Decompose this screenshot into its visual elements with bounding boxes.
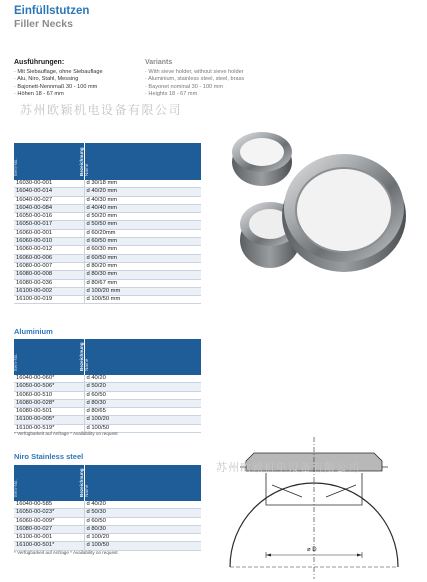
aluminium-table bbox=[14, 375, 201, 433]
feature-item: · Heights 18 - 67 mm bbox=[145, 91, 244, 98]
table-row bbox=[14, 279, 201, 287]
table-row bbox=[14, 271, 201, 279]
table-row bbox=[14, 196, 201, 204]
article-number-cell: 16080-00-036 bbox=[14, 279, 84, 287]
small-ring-back bbox=[232, 132, 292, 186]
features-heading-en: Variants bbox=[145, 59, 173, 66]
description-cell: d 80/65 bbox=[84, 408, 201, 416]
description-cell: d 100/20 mm bbox=[84, 287, 201, 295]
table-row bbox=[14, 238, 201, 246]
desc-header-de: Bezeichnung bbox=[78, 342, 84, 371]
description-cell: d 60/50 bbox=[84, 391, 201, 399]
article-header-de: Artikel-Nr. bbox=[8, 475, 13, 497]
description-column-header bbox=[78, 143, 201, 180]
table-row bbox=[14, 509, 201, 517]
description-cell: d 100/20 bbox=[84, 416, 201, 424]
table-row bbox=[14, 254, 201, 262]
aluminium-availability-note: * Verfügbarkeit auf Anfrage * Availability on request bbox=[14, 431, 118, 436]
stainless-table-header bbox=[8, 465, 201, 501]
description-column-header bbox=[78, 339, 201, 375]
filler-necks-photo bbox=[212, 128, 417, 278]
feature-item: · Bayonet nominal 30 - 100 mm bbox=[145, 84, 244, 91]
desc-header-en: Name bbox=[83, 358, 89, 371]
article-number-cell: 16060-00-009* bbox=[14, 517, 84, 525]
article-number-cell: 16080-00-028* bbox=[14, 399, 84, 407]
description-cell: d 100/50 bbox=[84, 424, 201, 432]
table-row bbox=[14, 416, 201, 424]
table-row bbox=[14, 262, 201, 270]
article-number-cell: 16050-00-506* bbox=[14, 383, 84, 391]
feature-item: · Alu, Niro, Stahl, Messing bbox=[14, 76, 103, 83]
feature-item: · Mit Siebauflage, ohne Siebauflage bbox=[14, 69, 103, 76]
page-title: Einfüllstutzen bbox=[14, 5, 90, 17]
table-row bbox=[14, 391, 201, 399]
article-header-en: Item-No. bbox=[13, 479, 18, 497]
article-number-cell: 16080-00-501 bbox=[14, 408, 84, 416]
table-row bbox=[14, 517, 201, 525]
feature-item: · With sieve holder, without sieve holder bbox=[145, 69, 244, 76]
article-column-header bbox=[8, 339, 85, 375]
article-header-de: Artikel-Nr. bbox=[8, 154, 13, 176]
description-cell: d 80/30 bbox=[84, 399, 201, 407]
steel-table bbox=[14, 180, 201, 304]
article-number-cell: 16060-00-006 bbox=[14, 254, 84, 262]
table-row bbox=[14, 399, 201, 407]
stainless-table bbox=[14, 501, 201, 551]
article-number-cell: 16050-00-017 bbox=[14, 221, 84, 229]
description-cell: d 100/20 bbox=[84, 534, 201, 542]
table-row bbox=[14, 229, 201, 237]
table-row bbox=[14, 296, 201, 304]
description-cell: d 40/20 bbox=[84, 501, 201, 509]
watermark-text: 苏州欧颖机电设备有限公司 bbox=[20, 103, 183, 117]
table-row bbox=[14, 246, 201, 254]
description-cell: d 50/50 mm bbox=[84, 221, 201, 229]
stainless-heading: Niro Stainless steel bbox=[14, 452, 84, 461]
steel-table-header bbox=[8, 143, 201, 180]
description-cell: d 60/50 bbox=[84, 517, 201, 525]
article-number-cell: 16040-00-060* bbox=[14, 375, 84, 383]
features-list-de bbox=[14, 69, 103, 99]
features-heading-de: Ausführungen: bbox=[14, 59, 65, 66]
article-number-cell: 16080-00-007 bbox=[14, 262, 84, 270]
article-header-de: Artikel-Nr. bbox=[8, 349, 13, 371]
article-header-en: Item-No. bbox=[13, 353, 18, 371]
article-number-cell: 16060-00-010 bbox=[14, 238, 84, 246]
article-number-cell: 16080-00-027 bbox=[14, 525, 84, 533]
description-cell: d 50/20 mm bbox=[84, 213, 201, 221]
feature-item: · Bajonett-Nennmaß 30 - 100 mm bbox=[14, 84, 103, 91]
diameter-label: ⌀ D bbox=[307, 547, 317, 553]
description-cell: d 60/30 mm bbox=[84, 246, 201, 254]
description-cell: d 40/30 mm bbox=[84, 196, 201, 204]
description-cell: d 80/30 mm bbox=[84, 271, 201, 279]
article-column-header bbox=[8, 143, 85, 180]
table-row bbox=[14, 188, 201, 196]
description-column-header bbox=[78, 465, 201, 501]
description-cell: d 50/20 bbox=[84, 383, 201, 391]
description-cell: d 50/30 bbox=[84, 509, 201, 517]
article-number-cell: 16060-00-510 bbox=[14, 391, 84, 399]
article-column-header bbox=[8, 465, 85, 501]
table-row bbox=[14, 180, 201, 188]
article-header-en: Item-No. bbox=[13, 158, 18, 176]
article-number-cell: 16100-00-501* bbox=[14, 542, 84, 550]
article-number-cell: 16040-00-585 bbox=[14, 501, 84, 509]
feature-item: · Höhen 18 - 67 mm bbox=[14, 91, 103, 98]
article-number-cell: 16050-00-023* bbox=[14, 509, 84, 517]
description-cell: d 100/50 mm bbox=[84, 296, 201, 304]
description-cell: d 60/50 mm bbox=[84, 238, 201, 246]
article-number-cell: 16050-00-016 bbox=[14, 213, 84, 221]
article-number-cell: 16100-00-519* bbox=[14, 424, 84, 432]
description-cell: d 60/20mm bbox=[84, 229, 201, 237]
description-cell: d 80/67 mm bbox=[84, 279, 201, 287]
table-row bbox=[14, 534, 201, 542]
article-number-cell: 16080-00-008 bbox=[14, 271, 84, 279]
large-ring bbox=[282, 154, 406, 272]
description-cell: d 80/20 mm bbox=[84, 262, 201, 270]
article-number-cell: 16100-00-019 bbox=[14, 296, 84, 304]
desc-header-en: Name bbox=[83, 484, 89, 497]
article-number-cell: 16100-00-002 bbox=[14, 287, 84, 295]
aluminium-table-header bbox=[8, 339, 201, 375]
desc-header-de: Bezeichnung bbox=[78, 147, 84, 176]
article-number-cell: 16060-00-001 bbox=[14, 229, 84, 237]
table-row bbox=[14, 221, 201, 229]
description-cell: d 40/20 bbox=[84, 375, 201, 383]
filler-neck-technical-drawing bbox=[212, 427, 417, 582]
description-cell: d 40/20 mm bbox=[84, 188, 201, 196]
description-cell: d 40/40 mm bbox=[84, 204, 201, 212]
table-row bbox=[14, 408, 201, 416]
table-row bbox=[14, 213, 201, 221]
features-list-en bbox=[145, 69, 244, 99]
article-number-cell: 16030-00-001 bbox=[14, 180, 84, 188]
table-row bbox=[14, 525, 201, 533]
description-cell: d 80/30 bbox=[84, 525, 201, 533]
table-row bbox=[14, 501, 201, 509]
description-cell: d 60/50 mm bbox=[84, 254, 201, 262]
article-number-cell: 16040-00-027 bbox=[14, 196, 84, 204]
description-cell: d 30/18 mm bbox=[84, 180, 201, 188]
article-number-cell: 16100-00-001 bbox=[14, 534, 84, 542]
desc-header-de: Bezeichnung bbox=[78, 468, 84, 497]
article-number-cell: 16040-00-084 bbox=[14, 204, 84, 212]
table-row bbox=[14, 204, 201, 212]
description-cell: d 100/50 bbox=[84, 542, 201, 550]
article-number-cell: 16040-00-014 bbox=[14, 188, 84, 196]
aluminium-heading: Aluminium bbox=[14, 327, 53, 336]
table-row bbox=[14, 287, 201, 295]
table-row bbox=[14, 383, 201, 391]
watermark-text-lower: 苏州欧颖机电设备有限公司 bbox=[216, 461, 360, 474]
article-number-cell: 16100-00-005* bbox=[14, 416, 84, 424]
article-number-cell: 16060-00-012 bbox=[14, 246, 84, 254]
table-row bbox=[14, 375, 201, 383]
stainless-availability-note: * Verfügbarkeit auf Anfrage * Availability on request bbox=[14, 550, 118, 555]
feature-item: · Aluminium, stainless steel, steel, brass bbox=[145, 76, 244, 83]
page-subtitle: Filler Necks bbox=[14, 18, 73, 30]
desc-header-en: Name bbox=[83, 163, 89, 176]
